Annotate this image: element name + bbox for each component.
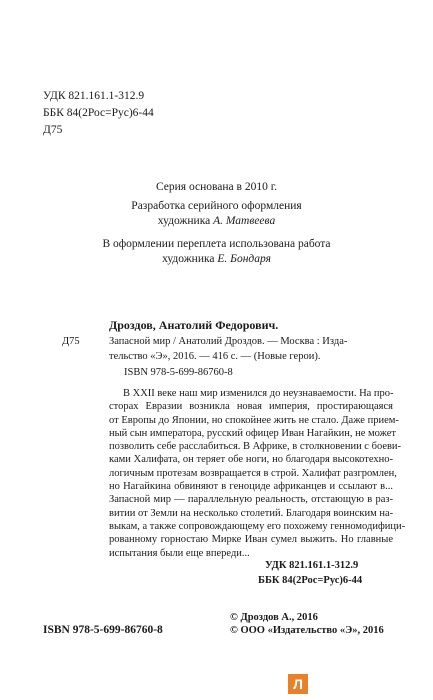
annotation-line: Запасной мир — параллельную реальность, отстающую в раз- — [109, 494, 393, 506]
cover-art-prefix: художника — [162, 253, 218, 265]
annotation — [109, 387, 406, 560]
author-heading: Дроздов, Анатолий Федорович. — [109, 318, 279, 332]
copyright-publisher: © ООО «Издательство «Э», 2016 — [230, 625, 384, 636]
annotation-line: но Нагайкина обвиняют в геноциде африканцев и ссылают в... — [109, 481, 393, 493]
series-design-line2 — [0, 215, 433, 227]
description-line1: Запасной мир / Анатолий Дроздов. — Москва : Изда- — [109, 336, 348, 347]
annotation-line: В XXII веке наш мир изменился до неузнаваемости. На про- — [123, 388, 394, 399]
series-design-artist: А. Матвеева — [213, 215, 276, 227]
series-design-line1: Разработка серийного оформления — [131, 200, 302, 212]
series-founded: Серия основана в 2010 г. — [155, 181, 278, 193]
annotation-line: рованному горностаю Мирке Иван сумел выжить. Но главные — [109, 534, 393, 546]
author-code: Д75 — [62, 336, 80, 347]
udk-footer: УДК 821.161.1-312.9 — [265, 560, 359, 571]
annotation-line: ный сын императора, русский офицер Иван Нагайкин, не может — [109, 427, 397, 439]
publisher-logo: Л — [288, 674, 308, 694]
annotation-line: позволить себе расслабиться. В Африке, в столкновении с боеви- — [109, 441, 402, 453]
cover-art-line2 — [0, 253, 433, 265]
series-design-prefix: художника — [157, 215, 214, 227]
udk-top: УДК 821.161.1-312.9 — [43, 90, 145, 102]
cover-art-line1: В оформлении переплета использована работа — [102, 238, 331, 250]
annotation-line: выкам, а также сопровождающему его похожему генномодифици- — [109, 520, 406, 532]
annotation-line: от Европы до Японии, но спокойнее жить не стало. Даже прием- — [109, 414, 399, 426]
bbk-top: ББК 84(2Рос=Рус)6-44 — [43, 107, 154, 119]
annotation-line: витии от Земли на несколько столетий. Благодаря воинским на- — [109, 507, 394, 519]
author-code-top: Д75 — [43, 124, 63, 136]
description-line2: тельство «Э», 2016. — 416 с. — (Новые герои). — [109, 351, 321, 362]
annotation-line: ками Халифата, он теряет обе ноги, но благодаря высокотехно- — [109, 454, 393, 466]
copyright-author: © Дроздов А., 2016 — [230, 612, 318, 623]
annotation-line: логичным протезам возвращается в строй. Халифат разгромлен, — [109, 467, 397, 479]
annotation-line: испытания были еще впереди... — [109, 547, 250, 559]
isbn-record: ISBN 978-5-699-86760-8 — [124, 367, 233, 378]
bbk-footer: ББК 84(2Рос=Рус)6-44 — [258, 575, 363, 586]
cover-art-artist: Е. Бондаря — [217, 253, 271, 265]
annotation-line: сторах Евразии возникла новая империя, простирающаяся — [109, 401, 393, 413]
isbn-footer: ISBN 978-5-699-86760-8 — [43, 624, 163, 636]
